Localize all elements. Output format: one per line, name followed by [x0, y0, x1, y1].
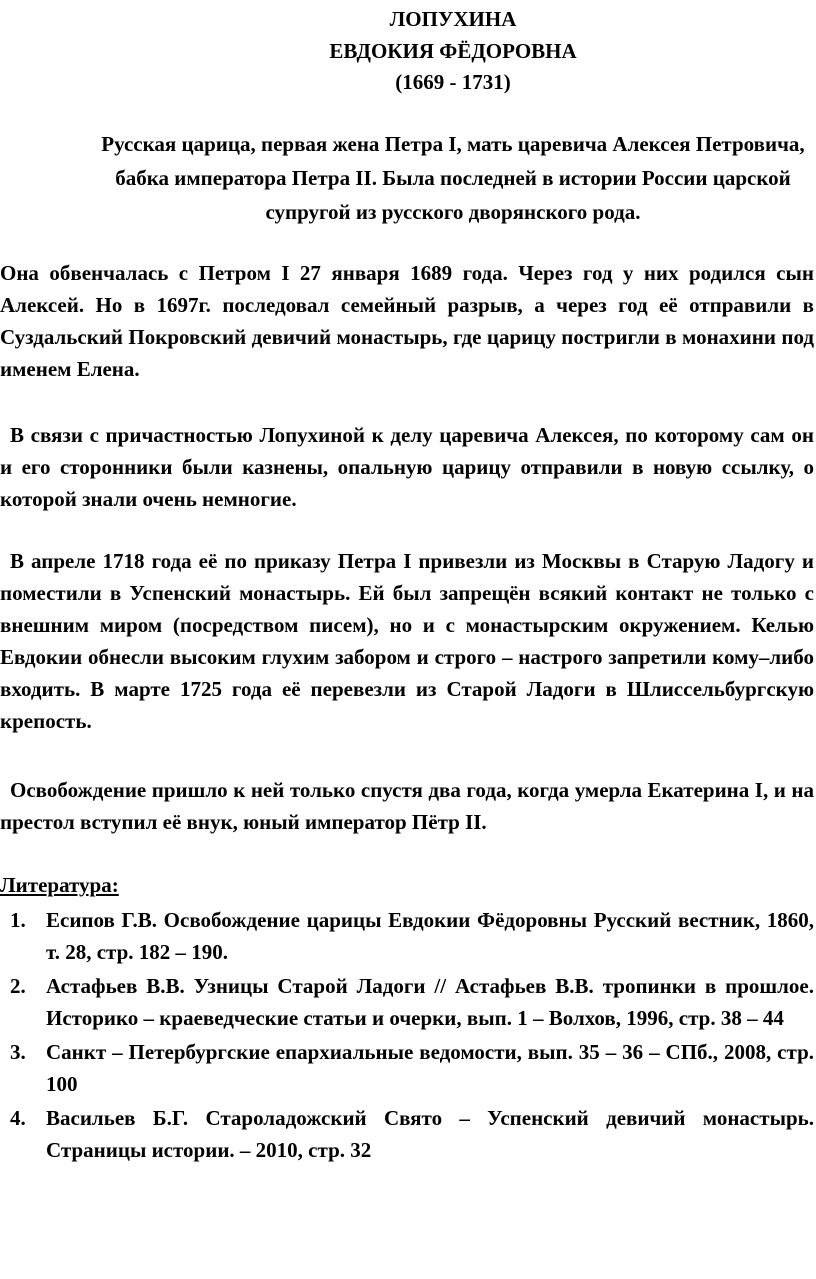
- literature-item-text: Есипов Г.В. Освобождение царицы Евдокии Фёдоровны Русский вестник, 1860, т. 28, стр. 182 – 190.: [46, 908, 814, 964]
- title-name: ЕВДОКИЯ ФЁДОРОВНА: [329, 39, 577, 63]
- literature-item-number: 3.: [10, 1040, 26, 1064]
- literature-item-text: Васильев Б.Г. Староладожский Свято – Успенский девичий монастырь. Страницы истории. – 2010, стр. 32: [46, 1106, 814, 1162]
- literature-item: [0, 1102, 814, 1166]
- literature-item: [0, 1036, 814, 1100]
- literature-item-text: Астафьев В.В. Узницы Старой Ладоги // Астафьев В.В. тропинки в прошлое. Историко – краеведческие статьи и очерки, вып. 1 – Волхов, 1996, стр. 38 – 44: [46, 974, 814, 1030]
- literature-item-number: 4.: [10, 1106, 26, 1130]
- literature-item: [0, 970, 814, 1034]
- literature-item: [0, 904, 814, 968]
- paragraph-ladoga: В апреле 1718 года её по приказу Петра I привезли из Москвы в Старую Ладогу и поместили в Успенский монастырь. Ей был запрещён всякий контакт не только с внешним миром (посредством писем), но и с монастырским окружением. Келью Евдокии обнесли высоким глухим забором и строго – настрого запретили кому–либо входить. В марте 1725 года её перевезли из Старой Ладоги в Шлиссельбургскую крепость.: [0, 549, 814, 733]
- literature-item-text: Санкт – Петербургские епархиальные ведомости, вып. 35 – 36 – СПб., 2008, стр. 100: [46, 1040, 814, 1096]
- paragraph-exile: В связи с причастностью Лопухиной к делу царевича Алексея, по которому сам он и его сторонники были казнены, опальную царицу отправили в новую ссылку, о которой знали очень немногие.: [0, 423, 814, 511]
- intro-paragraph: Русская царица, первая жена Петра I, мать царевича Алексея Петровича, бабка императора Петра II. Была последней в истории России царской супругой из русского дворянского рода.: [101, 132, 805, 224]
- paragraph-marriage: Она обвенчалась с Петром I 27 января 1689 года. Через год у них родился сын Алексей. Но в 1697г. последовал семейный разрыв, а через год её отправили в Суздальский Покровский девичий монастырь, где царицу постригли в монахини под именем Елена.: [0, 261, 814, 381]
- title-surname: ЛОПУХИНА: [389, 7, 517, 31]
- literature-list: [0, 904, 814, 1168]
- paragraph-release: Освобождение пришло к ней только спустя два года, когда умерла Екатерина I, и на престол вступил её внук, юный император Пётр II.: [0, 778, 814, 834]
- literature-item-number: 2.: [10, 974, 26, 998]
- literature-heading: Литература:: [0, 873, 119, 897]
- literature-item-number: 1.: [10, 908, 26, 932]
- title-years: (1669 - 1731): [395, 70, 511, 94]
